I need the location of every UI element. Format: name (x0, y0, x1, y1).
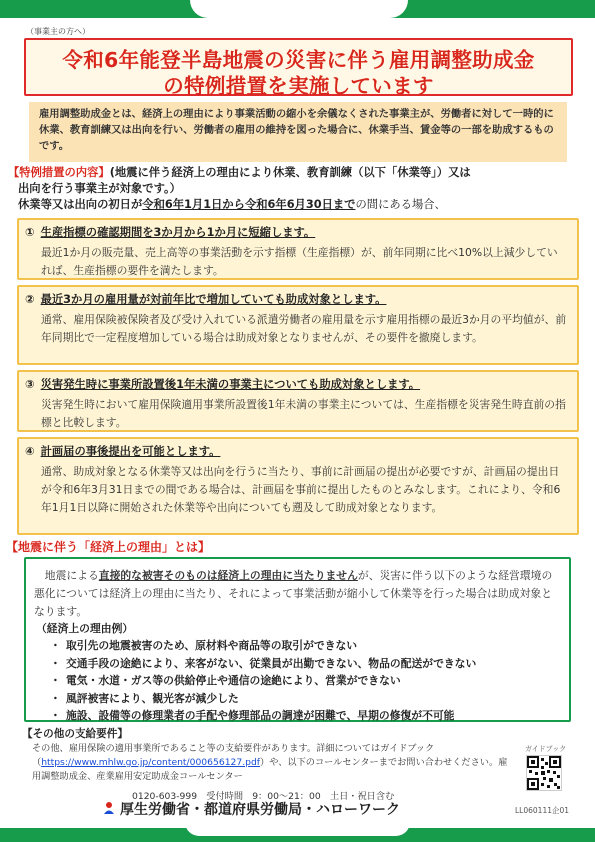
measure-title-text-2: 最近3か月の雇用量が対前年比で増加していても助成対象とします。 (40, 293, 387, 306)
measure-title-text-4: 計画届の事後提出を可能とします。 (40, 445, 221, 458)
reason-prefix: 地震による (44, 569, 99, 582)
measure-body-text-1: 最近1か月の販売量、売上高等の事業活動を示す指標（生産指標）が、前年同期に比べ10%以上減少していれば、生産指標の要件を満たします。 (41, 246, 558, 277)
measure-item-1 (17, 218, 579, 280)
header-band-right (408, 0, 595, 18)
qr-code-icon[interactable] (526, 755, 562, 791)
measure-body-4 (41, 463, 567, 517)
economic-reason-text (34, 567, 561, 621)
measure-number-1: ① (25, 226, 35, 239)
title-box (24, 38, 573, 96)
audience-label: （事業主の方へ） (26, 27, 90, 36)
other-requirements-heading: 【その他の支給要件】 (22, 728, 128, 740)
measure-body-1 (41, 244, 567, 280)
hotline-number: 0120-603-999 受付時間 9：00～21：00 土日・祝日含む (132, 791, 395, 802)
period-line (18, 196, 446, 212)
page-title-line-2: の特例措置を実施しています (163, 74, 434, 98)
measure-title-text-3: 災害発生時に事業所設置後1年未満の事業主についても助成対象とします。 (40, 378, 421, 391)
guidebook-label: ガイドブック (525, 745, 567, 753)
measure-body-text-2: 通常、雇用保険被保険者及び受け入れている派遣労働者の雇用量を示す雇用指標の最近3か月の平均値が、前年同期比で一定程度増加している場合は助成対象となりませんが、その要件を撤廃します。 (41, 313, 567, 344)
list-item: ・ 施設、設備等の修理業者の手配や修理部品の調達が困難で、早期の修復が不可能 (52, 707, 476, 725)
special-measures-heading (8, 164, 471, 180)
other-body-1: その他、雇用保険の適用事業所であること等の支給要件があります。詳細についてはガイドブック（ (32, 743, 435, 768)
ministry-name: 厚生労働省・都道府県労働局・ハローワーク (120, 802, 400, 818)
special-measures-scope-2: 出向を行う事業主が対象です。） (18, 182, 181, 195)
reason-emphasis: 直接的な被害そのものは経済上の理由に当たりません (98, 569, 358, 582)
period-prefix: 休業等又は出向の初日が (18, 198, 143, 211)
period-dates: 令和6年1月1日から令和6年6月30日まで (142, 198, 356, 211)
measure-number-4: ④ (25, 445, 35, 458)
measure-title-4 (25, 443, 220, 459)
footer-tab-notch (185, 822, 410, 836)
period-suffix: の間にある場合、 (355, 198, 446, 211)
summary-text: 雇用調整助成金とは、経済上の理由により事業活動の縮小を余儀なくされた事業主が、労働者に対して一時的に休業、教育訓練又は出向を行い、労働者の雇用の維持を図った場合に、休業手当、賃金等の一部を助成するものです。 (39, 108, 554, 152)
measure-body-text-3: 災害発生時において雇用保険適用事業所設置後1年未満の事業主については、生産指標を災害発生時直前の指標と比較します。 (41, 398, 566, 429)
call-center-name: 雇用調整助成金、産業雇用安定助成金コールセンター (32, 757, 508, 782)
measure-body-text-4: 通常、助成対象となる休業等又は出向を行うに当たり、事前に計画届の提出が必要ですが、計画届の提出日が令和6年3月31日までの間である場合は、計画届を事前に提出したものとみなします。これにより、令和6年1月1日以降に開始された休業等や出向についても遡及して助成対象となります。 (41, 465, 561, 514)
header-band-left (0, 0, 190, 18)
measure-number-3: ③ (25, 378, 35, 391)
measure-body-2 (41, 311, 567, 347)
reason-examples-list (52, 637, 476, 725)
measure-title-2 (25, 291, 386, 307)
special-measures-label: 【特例措置の内容】 (8, 166, 110, 179)
measure-item-4 (17, 437, 579, 535)
economic-reason-body (34, 567, 561, 621)
document-code: LL060111企01 (515, 806, 570, 815)
list-item: ・ 風評被害により、観光客が減少した (52, 690, 476, 708)
special-measures-scope: (地震に伴う経済上の理由により休業、教育訓練（以下「休業等」）又は (109, 166, 471, 179)
list-item: ・ 取引先の地震被害のため、原材料や商品等の取引ができない (52, 637, 476, 655)
measure-title-1 (25, 224, 315, 240)
measure-item-2 (17, 285, 579, 365)
measure-title-text-1: 生産指標の確認期間を3か月から1か月に短縮します。 (40, 226, 316, 239)
measure-body-3 (41, 396, 567, 432)
reason-suffix: が、災害に伴う以下のような経営環境の悪化については経済上の理由に当たり、それによって事業活動が縮小して休業等を行った場合は助成対象となります。 (34, 569, 553, 618)
list-item: ・ 電気・水道・ガス等の供給停止や通信の途絶により、営業ができない (52, 672, 476, 690)
measure-item-3 (17, 370, 579, 432)
guidebook-link[interactable]: https://www.mhlw.go.jp/content/000656127.pdf (41, 757, 261, 768)
measure-number-2: ② (25, 293, 35, 306)
ministry-logo-icon (102, 801, 116, 815)
economic-reason-box (24, 557, 571, 722)
other-requirements-body (32, 742, 512, 784)
page-title-line-1: 令和6年能登半島地震の災害に伴う雇用調整助成金 (62, 48, 535, 72)
other-body-2: ）や、以下のコールセンターまでお問い合わせください。 (260, 757, 499, 768)
economic-reason-heading: 【地震に伴う「経済上の理由」とは】 (6, 540, 211, 554)
list-item: ・ 交通手段の途絶により、来客がない、従業員が出勤できない、物品の配送ができない (52, 655, 476, 673)
summary-box (29, 102, 567, 162)
reason-examples-heading: （経済上の理由例） (36, 622, 134, 635)
header-tab-notch (190, 0, 408, 18)
measure-title-3 (25, 376, 420, 392)
